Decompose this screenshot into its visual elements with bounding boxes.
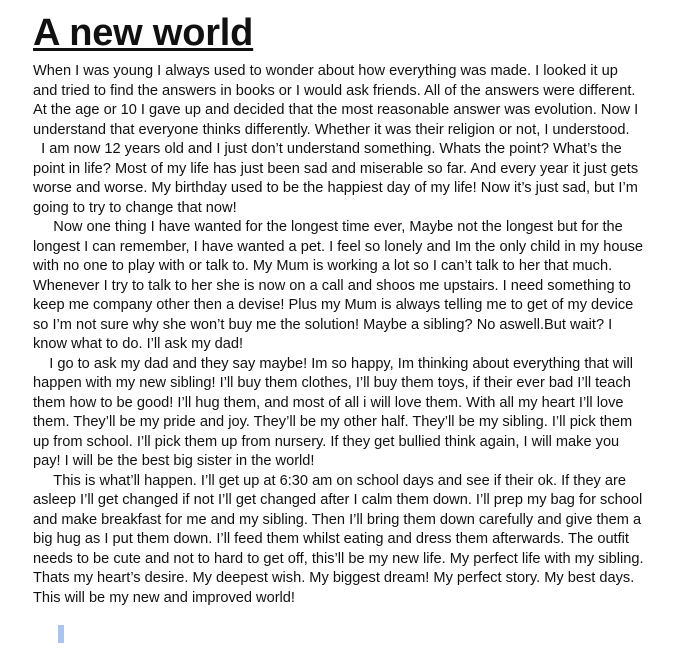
document-title: A new world	[33, 12, 254, 54]
paragraph-5[interactable]: This is what’ll happen. I’ll get up at 6:30 am on school days and see if their ok. If they are asleep I’ll get changed if not I’ll get changed after I calm them down. I’ll prep my bag for school and make breakfast for me and my sibling. Then I’ll bring them down carefully and give them a big hug as I put them down. I’ll feed them whilst eating and dress them afterwards. The outfit needs to be cute and not to hard to get off, this’ll be my new life. My perfect life with my sibling. Thats my heart’s desire. My deepest wish. My biggest dream! My perfect story. My best days. This will be my new and improved world!	[33, 472, 648, 606]
text-cursor	[58, 625, 64, 643]
paragraph-4[interactable]: I go to ask my dad and they say maybe! Im so happy, Im thinking about everything that will happen with my new sibling! I’ll buy them clothes, I’ll buy them toys, if their ever bad I’ll teach them how to be good! I’ll hug them, and most of all i will love them. With all my heart I’ll love them. They’ll be my pride and joy. They’ll be my other half. They’ll be my sibling. I’ll pick them up from school. I’ll pick them up from nursery. If they get bullied think again, I will make you pay! I will be the best big sister in the world!	[33, 355, 638, 469]
paragraph-2[interactable]: I am now 12 years old and I just don’t understand something. Whats the point? What’s the point in life? Most of my life has just been sad and miserable so far. And every year it just gets worse and worse. My birthday used to be the happiest day of my life! Now it’s just sad, but I’m going to try to change that now!	[33, 141, 643, 216]
paragraph-1[interactable]: When I was young I always used to wonder about how everything was made. I looked it up and tried to find the answers in books or I would ask friends. All of the answers were different. At the age or 10 I gave up and decided that the most reasonable answer was evolution. Now I understand that everyone thinks differently. Whether it was their religion or not, I understood.	[33, 63, 639, 138]
paragraph-3[interactable]: Now one thing I have wanted for the longest time ever, Maybe not the longest but for the longest I can remember, I have wanted a pet. I feel so lonely and Im the only child in my house with no one to play with or talk to. My Mum is working a lot so I can’t talk to her that much. Whenever I try to talk to her she is now on a call and shoos me upstairs. I need something to keep me company other then a devise! Plus my Mum is always telling me to get of my device so I’m not sure why she won’t buy me the solution! Maybe a sibling? No aswell.But wait? I know what to do. I’ll ask my dad!	[33, 219, 648, 352]
document-body	[33, 10, 648, 608]
